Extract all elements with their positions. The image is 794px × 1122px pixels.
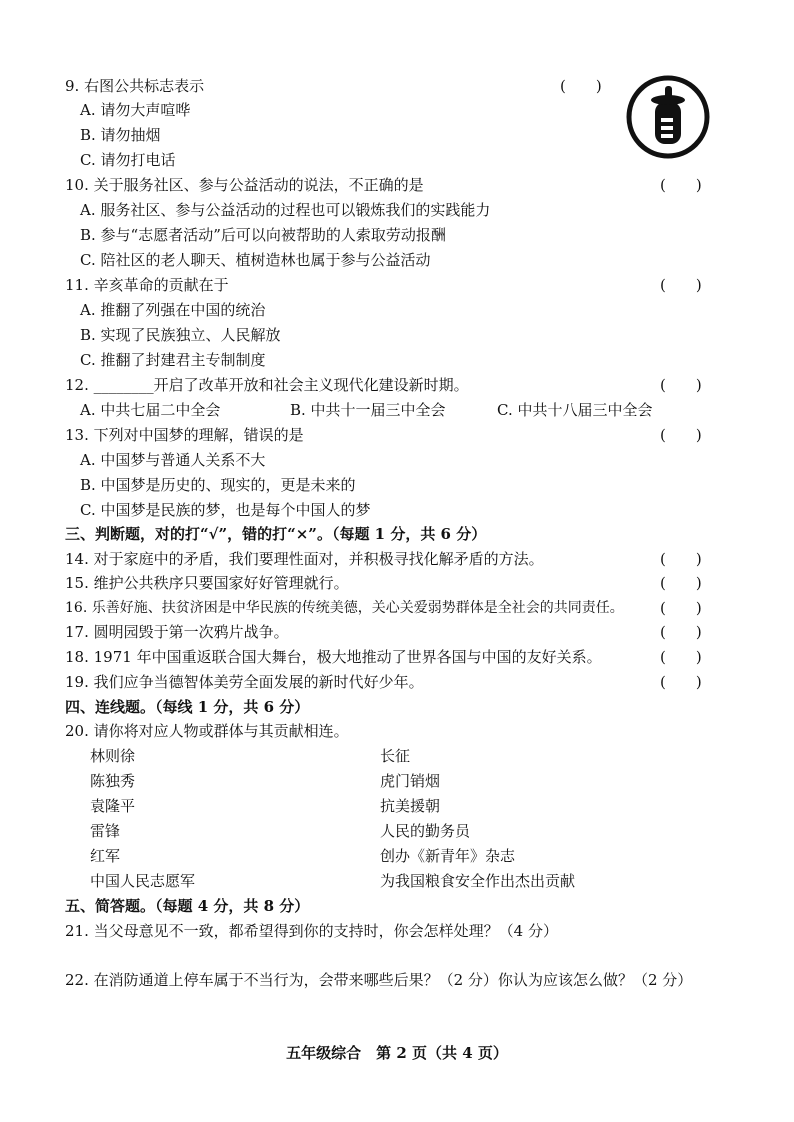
q10-stem: 10. 关于服务社区、参与公益活动的说法，不正确的是 (65, 176, 424, 194)
q13-option-b: B. 中国梦是历史的、现实的，更是未来的 (80, 476, 356, 494)
page-footer: 五年级综合 第 2 页（共 4 页） (286, 1044, 508, 1062)
section-4-title: 四、连线题。（每线 1 分，共 6 分） (65, 698, 310, 716)
q11-option-c: C. 推翻了封建君主专制制度 (80, 351, 266, 369)
q10-option-b: B. 参与“志愿者活动”后可以向被帮助的人索取劳动报酬 (80, 226, 446, 244)
section-3-title: 三、判断题，对的打“√”，错的打“×”。（每题 1 分，共 6 分） (65, 525, 487, 543)
match-right-item[interactable]: 创办《新青年》杂志 (380, 847, 516, 865)
q9-option-c: C. 请勿打电话 (80, 151, 176, 169)
match-left-item[interactable]: 袁隆平 (90, 797, 136, 815)
match-left-item[interactable]: 林则徐 (90, 747, 136, 765)
q12-answer-paren[interactable]: ( ) (660, 376, 702, 394)
q17-answer-paren[interactable]: ( ) (660, 623, 702, 641)
q13-stem: 13. 下列对中国梦的理解，错误的是 (65, 426, 304, 444)
q12-option-b: B. 中共十一届三中全会 (290, 401, 446, 419)
q14-text: 14. 对于家庭中的矛盾，我们要理性面对，并积极寻找化解矛盾的方法。 (65, 550, 544, 568)
q18-text: 18. 1971 年中国重返联合国大舞台，极大地推动了世界各国与中国的友好关系。 (65, 648, 602, 666)
q20-stem: 20. 请你将对应人物或群体与其贡献相连。 (65, 722, 349, 740)
q14-answer-paren[interactable]: ( ) (660, 550, 702, 568)
q10-option-a: A. 服务社区、参与公益活动的过程也可以锻炼我们的实践能力 (80, 201, 491, 219)
match-right-item[interactable]: 长征 (380, 747, 411, 765)
match-left-item[interactable]: 雷锋 (90, 822, 121, 840)
q9-stem: 9. 右图公共标志表示 (65, 77, 205, 95)
q9-answer-paren[interactable]: ( ) (560, 77, 602, 95)
q16-answer-paren[interactable]: ( ) (660, 599, 702, 617)
q15-text: 15. 维护公共秩序只要国家好好管理就行。 (65, 574, 349, 592)
q11-option-b: B. 实现了民族独立、人民解放 (80, 326, 281, 344)
q9-option-a: A. 请勿大声喧哗 (80, 101, 191, 119)
q21-stem: 21. 当父母意见不一致，都希望得到你的支持时，你会怎样处理？（4 分） (65, 922, 558, 940)
match-right-item[interactable]: 人民的勤务员 (380, 822, 471, 840)
q15-answer-paren[interactable]: ( ) (660, 574, 702, 592)
match-left-item[interactable]: 陈独秀 (90, 772, 136, 790)
q19-text: 19. 我们应争当德智体美劳全面发展的新时代好少年。 (65, 673, 424, 691)
q11-option-a: A. 推翻了列强在中国的统治 (80, 301, 266, 319)
q13-option-c: C. 中国梦是民族的梦，也是每个中国人的梦 (80, 501, 371, 519)
q18-answer-paren[interactable]: ( ) (660, 648, 702, 666)
q9-option-b: B. 请勿抽烟 (80, 126, 161, 144)
q11-stem: 11. 辛亥革命的贡献在于 (65, 276, 229, 294)
q13-option-a: A. 中国梦与普通人关系不大 (80, 451, 266, 469)
q16-text: 16. 乐善好施、扶贫济困是中华民族的传统美德，关心关爱弱势群体是全社会的共同责任。 (65, 600, 624, 616)
q13-answer-paren[interactable]: ( ) (660, 426, 702, 444)
match-right-item[interactable]: 虎门销烟 (380, 772, 441, 790)
q10-answer-paren[interactable]: ( ) (660, 176, 702, 194)
q12-option-c: C. 中共十八届三中全会 (497, 401, 653, 419)
match-left-item[interactable]: 红军 (90, 847, 121, 865)
q12-option-a: A. 中共七届二中全会 (80, 401, 221, 419)
q11-answer-paren[interactable]: ( ) (660, 276, 702, 294)
q17-text: 17. 圆明园毁于第一次鸦片战争。 (65, 623, 289, 641)
q10-option-c: C. 陪社区的老人聊天、植树造林也属于参与公益活动 (80, 251, 431, 269)
match-right-item[interactable]: 抗美援朝 (380, 797, 441, 815)
match-left-item[interactable]: 中国人民志愿军 (90, 872, 196, 890)
q19-answer-paren[interactable]: ( ) (660, 673, 702, 691)
q22-stem: 22. 在消防通道上停车属于不当行为，会带来哪些后果？（2 分）你认为应该怎么做？（2 分） (65, 971, 693, 989)
match-right-item[interactable]: 为我国粮食安全作出杰出贡献 (380, 872, 576, 890)
quiet-please-sign-icon (625, 74, 711, 160)
q12-stem: 12. ________开启了改革开放和社会主义现代化建设新时期。 (65, 376, 469, 394)
section-5-title: 五、简答题。（每题 4 分，共 8 分） (65, 897, 310, 915)
